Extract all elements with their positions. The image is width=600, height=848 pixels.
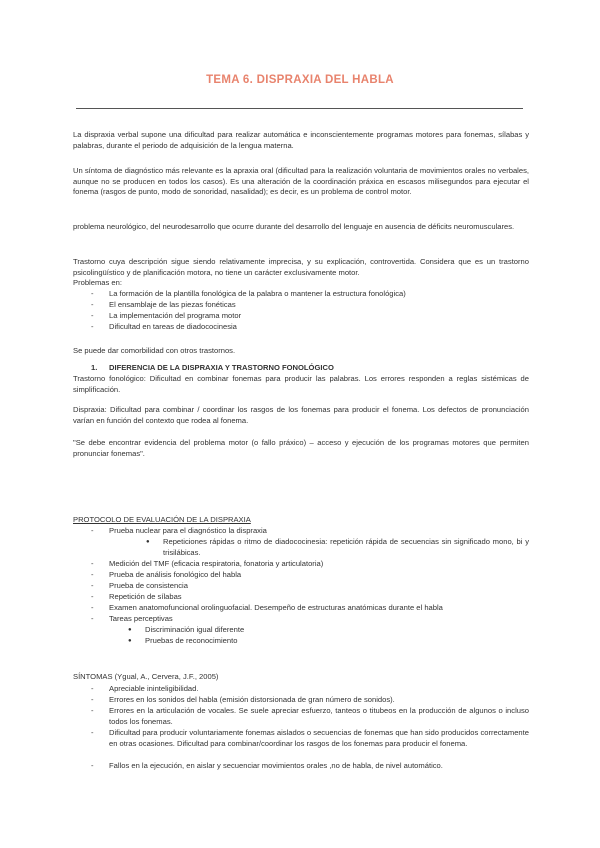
protocol-item: Prueba de análisis fonológico del habla [109, 570, 242, 579]
dash-bullet: - [91, 592, 94, 601]
section-paragraph-dyspraxia: Dispraxia: Dificultad para combinar / coordinar los rasgos de los fonemas para producir el fonema. Los defectos de pronunciación varían en función del contexto que rodea al fonema. [73, 405, 529, 425]
intro-paragraph-4: Trastorno cuya descripción sigue siendo relativamente imprecisa, y su explicación, controvertida. Considera que es un trastorno psicolingüístico y de planificación motora, no tiene un carácter exclusivamente motor. [73, 257, 529, 277]
dash-bullet: - [91, 311, 94, 320]
section-quote: "Se debe encontrar evidencia del problema motor (o fallo práxico) – acceso y ejecución de los programas motores que permiten pronunciar fonemas". [73, 438, 529, 458]
problems-label: Problemas en: [73, 278, 122, 287]
dot-bullet: ● [128, 638, 132, 644]
problem-item: Dificultad en tareas de diadococinesia [109, 322, 237, 331]
protocol-item: Repetición de sílabas [109, 592, 182, 601]
problem-item: La implementación del programa motor [109, 311, 242, 320]
dash-bullet: - [91, 706, 94, 715]
dash-bullet: - [91, 603, 94, 612]
symptom-item: Fallos en la ejecución, en aislar y secuenciar movimientos orales ,no de habla, de nivel automático. [109, 761, 443, 770]
protocol-heading: PROTOCOLO DE EVALUACIÓN DE LA DISPRAXIA [73, 515, 251, 524]
dash-bullet: - [91, 300, 94, 309]
comorbidity-note: Se puede dar comorbilidad con otros trastornos. [73, 346, 236, 355]
dash-bullet: - [91, 761, 94, 770]
section-number: 1. [91, 363, 98, 372]
protocol-item: Prueba de consistencia [109, 581, 188, 590]
protocol-subitem: Discriminación igual diferente [145, 625, 245, 634]
dash-bullet: - [91, 684, 94, 693]
dash-bullet: - [91, 695, 94, 704]
section-heading: DIFERENCIA DE LA DISPRAXIA Y TRASTORNO FONOLÓGICO [109, 363, 334, 372]
dash-bullet: - [91, 570, 94, 579]
page-title: TEMA 6. DISPRAXIA DEL HABLA [206, 74, 394, 86]
dash-bullet: - [91, 289, 94, 298]
title-divider [76, 108, 523, 109]
intro-paragraph-2: Un síntoma de diagnóstico más relevante es la apraxia oral (dificultad para la realización voluntaria de movimientos orales no verbales, aunque no se producen en todos los casos). Es una alteración de la coordinación práxica en escasos milisegundos para ejecutar el fonema (rasgos de punto, modo de sonoridad, nasalidad); es decir, es un problema de control motor. [73, 166, 529, 197]
dash-bullet: - [91, 728, 94, 737]
problem-item: El ensamblaje de las piezas fonéticas [109, 300, 236, 309]
problem-item: La formación de la plantilla fonológica de la palabra o mantener la estructura fonológica) [109, 289, 406, 298]
protocol-item: Tareas perceptivas [109, 614, 173, 623]
symptom-item: Errores en la articulación de vocales. Se suele apreciar esfuerzo, tanteos o titubeos en la producción de algunos o incluso todos los fonemas. [109, 706, 529, 726]
dash-bullet: - [91, 322, 94, 331]
dash-bullet: - [91, 526, 94, 535]
dash-bullet: - [91, 581, 94, 590]
symptom-item: Apreciable ininteligibilidad. [109, 684, 199, 693]
intro-paragraph-3: problema neurológico, del neurodesarrollo que ocurre durante del desarrollo del lenguaje en ausencia de déficits neuromusculares. [73, 222, 515, 231]
intro-paragraph-1: La dispraxia verbal supone una dificultad para realizar automática e inconscientemente programas motores para fonemas, sílabas y palabras, durante el periodo de adquisición de la lengua materna. [73, 130, 529, 150]
dot-bullet: ● [128, 627, 132, 633]
dash-bullet: - [91, 614, 94, 623]
protocol-subitem: Repeticiones rápidas o ritmo de diadococinesia: repetición rápida de secuencias sin significado mono, bi y trisilábicas. [163, 537, 529, 557]
protocol-item: Medición del TMF (eficacia respiratoria, fonatoria y articulatoria) [109, 559, 324, 568]
dot-bullet: ● [146, 539, 150, 545]
symptom-item: Errores en los sonidos del habla (emisión distorsionada de gran número de sonidos). [109, 695, 395, 704]
protocol-subitem: Pruebas de reconocimiento [145, 636, 238, 645]
symptoms-heading: SÍNTOMAS (Ygual, A., Cervera, J.F., 2005) [73, 672, 219, 681]
protocol-item: Prueba nuclear para el diagnóstico la dispraxia [109, 526, 267, 535]
symptom-item: Dificultad para producir voluntariamente fonemas aislados o secuencias de fonemas que han sido producidos correctamente en otras ocasiones. Dificultad para combinar/coordinar los rasgos de los fonemas para producir el fonema. [109, 728, 529, 748]
section-paragraph-phonological: Trastorno fonológico: Dificultad en combinar fonemas para producir las palabras. Los errores responden a reglas sistémicas de simplificación. [73, 374, 529, 394]
dash-bullet: - [91, 559, 94, 568]
protocol-item: Examen anatomofuncional orolinguofacial. Desempeño de estructuras anatómicas durante el habla [109, 603, 443, 612]
